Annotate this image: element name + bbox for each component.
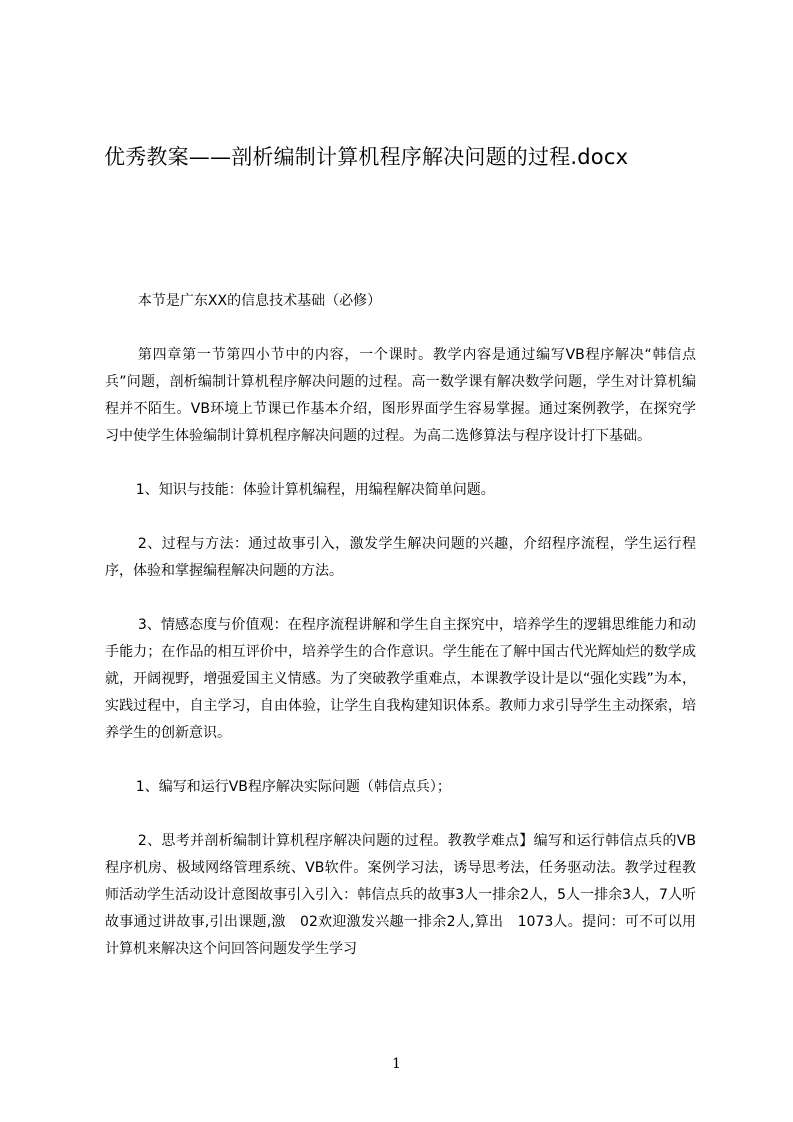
page-number: 1 xyxy=(392,1056,401,1072)
document-title: 优秀教案——剖析编制计算机程序解决问题的过程.docx xyxy=(104,145,629,169)
paragraph-goal-emotion: 3、情感态度与价值观：在程序流程讲解和学生自主探究中，培养学生的逻辑思维能力和动手能力；在作品的相互评价中，培养学生的合作意识。学生能在了解中国古代光辉灿烂的数学成就，开阔视野，增强爱国主义情感。为了突破教学重难点，本课教学设计是以“强化实践”为本，实践过程中，自主学习，自由体验，让学生自我构建知识体系。教师力求引导学生主动探索，培养学生的创新意识。 xyxy=(105,617,696,741)
document-body xyxy=(105,288,696,963)
paragraph-content: 第四章第一节第四小节中的内容，一个课时。教学内容是通过编写VB程序解决“韩信点兵”问题，剖析编制计算机程序解决问题的过程。高一数学课有解决数学问题，学生对计算机编程并不陌生。VB环境上节课已作基本介绍，图形界面学生容易掌握。通过案例教学，在探究学习中使学生体验编制计算机程序解决问题的过程。为高二选修算法与程序设计打下基础。 xyxy=(105,347,696,444)
paragraph-goal-process: 2、过程与方法：通过故事引入，激发学生解决问题的兴趣，介绍程序流程，学生运行程序，体验和掌握编程解决问题的方法。 xyxy=(105,536,696,579)
paragraph-key-point: 1、编写和运行VB程序解决实际问题（韩信点兵）； xyxy=(135,779,451,795)
paragraph-difficulty: 2、思考并剖析编制计算机程序解决问题的过程。教教学难点】编写和运行韩信点兵的VB程序机房、极域网络管理系统、VB软件。案例学习法，诱导思考法，任务驱动法。教学过程教师活动学生活动设计意图故事引入引入：韩信点兵的故事3人一排余2人，5人一排余3人，7人听故事通过讲故事,引出课题,激 02欢迎激发兴趣一排余2人,算出 1073人。提问：可不可以用计算机来解决这个问回答问题发学生学习 xyxy=(105,833,696,957)
paragraph-goal-knowledge: 1、知识与技能：体验计算机编程，用编程解决简单问题。 xyxy=(135,482,495,498)
paragraph-intro: 本节是广东XX的信息技术基础（必修） xyxy=(137,293,382,309)
